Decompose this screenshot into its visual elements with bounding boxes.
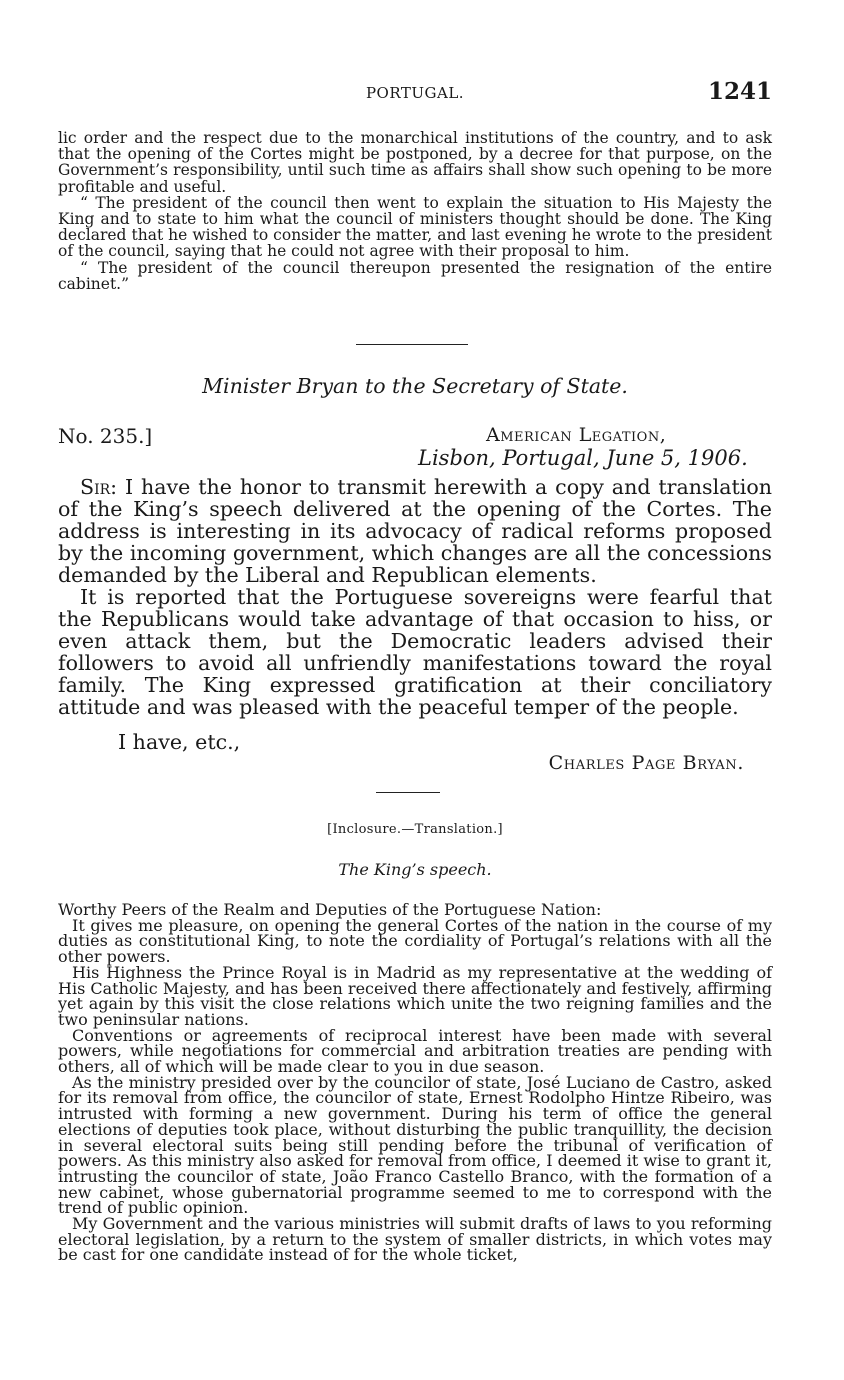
speech-paragraph: It gives me pleasure, on opening the general Cortes of the nation in the course of my duties as constitutional King, to note the cordiality of Portugal’s relations with all the other powers. <box>58 915 772 967</box>
legation-heading: American Legation, <box>486 424 667 446</box>
letter-title: Minister Bryan to the Secretary of State. <box>202 374 628 398</box>
letter-closing: I have, etc., <box>118 730 241 754</box>
speech-paragraph: His Highness the Prince Royal is in Madrid as my representative at the wedding of His Catholic Majesty, and has been received there affectionately and festively, affirming yet again by this visit the close relations which unite the two reigning families and the two peninsular nations. <box>58 962 772 1029</box>
speech-paragraph: My Government and the various ministries will submit drafts of laws to you reforming electoral legislation, by a return to the system of smaller districts, in which votes may be cast for one candidate instead of for the whole ticket, <box>58 1214 772 1265</box>
page-number: 1241 <box>707 78 772 105</box>
letter-dateline: Lisbon, Portugal, June 5, 1906. <box>418 446 748 470</box>
continued-dispatch-text <box>58 130 772 292</box>
speech-paragraph: As the ministry presided over by the councilor of state, José Luciano de Castro, asked for its removal from office, the councilor of state, Ernest Rodolpho Hintze Ribeiro, was intrusted with forming a new government. During his term of office the general elections of deputies took place, without disturbing the public tranquillity, the decision in several electoral suits being still pending before the tribunal of verification of powers. As this ministry also asked for removal from office, I deemed it wise to grant it, intrusting the councilor of state, João Franco Castello Branco, with the formation of a new cabinet, whose gubernatorial programme seemed to me to correspond with the trend of public opinion. <box>58 1072 772 1218</box>
speech-paragraph: Conventions or agreements of reciprocal interest have been made with several powers, while negotiations for commercial and arbitration treaties are pending with others, all of which will be made clear to you in due season. <box>58 1025 772 1077</box>
letter-signature: Charles Page Bryan. <box>548 752 744 774</box>
inclosure-label: [Inclosure.—Translation.] <box>327 822 503 837</box>
letter-body <box>58 476 772 718</box>
paragraph: “ The president of the council then went to explain the situation to His Majesty the King and to state to him what the council of ministers thought should be done. The King declared that he wished to consider the matter, and last evening he wrote to the president of the council, saying that he could not agree with their proposal to him. <box>58 193 772 261</box>
section-divider <box>376 792 440 793</box>
page-header <box>58 80 772 110</box>
letter-paragraph: It is reported that the Portuguese sovereigns were fearful that the Republicans would take advantage of that occasion to hiss, or even attack them, but the Democratic leaders advised their followers to avoid all unfriendly manifestations toward the royal family. The King expressed gratification at their conciliatory attitude and was pleased with the peaceful temper of the people. <box>58 585 772 719</box>
speech-body <box>58 902 772 1263</box>
paragraph: “ The president of the council thereupon presented the resignation of the entire cabinet.” <box>58 258 772 293</box>
speech-title: The King’s speech. <box>338 860 492 879</box>
paragraph: lic order and the respect due to the monarchical institutions of the country, and to ask that the opening of the Cortes might be postponed, by a decree for that purpose, on the Government’s responsibility, until such time as affairs shall show such opening to be more profitable and useful. <box>58 129 772 196</box>
salutation: Sir: <box>80 475 118 499</box>
letter-paragraph-text: I have the honor to transmit herewith a copy and translation of the King’s speech delivered at the opening of the Cortes. The address is interesting in its advocacy of radical reforms proposed by the incoming government, which changes are all the concessions demanded by the Liberal and Republican elements. <box>58 475 772 587</box>
speech-address: Worthy Peers of the Realm and Deputies of the Portuguese Nation: <box>58 900 602 919</box>
section-divider <box>356 344 468 345</box>
document-page <box>58 0 772 1380</box>
running-title: PORTUGAL. <box>365 84 465 102</box>
letter-paragraph <box>58 476 772 586</box>
letter-number: No. 235.] <box>58 424 153 448</box>
